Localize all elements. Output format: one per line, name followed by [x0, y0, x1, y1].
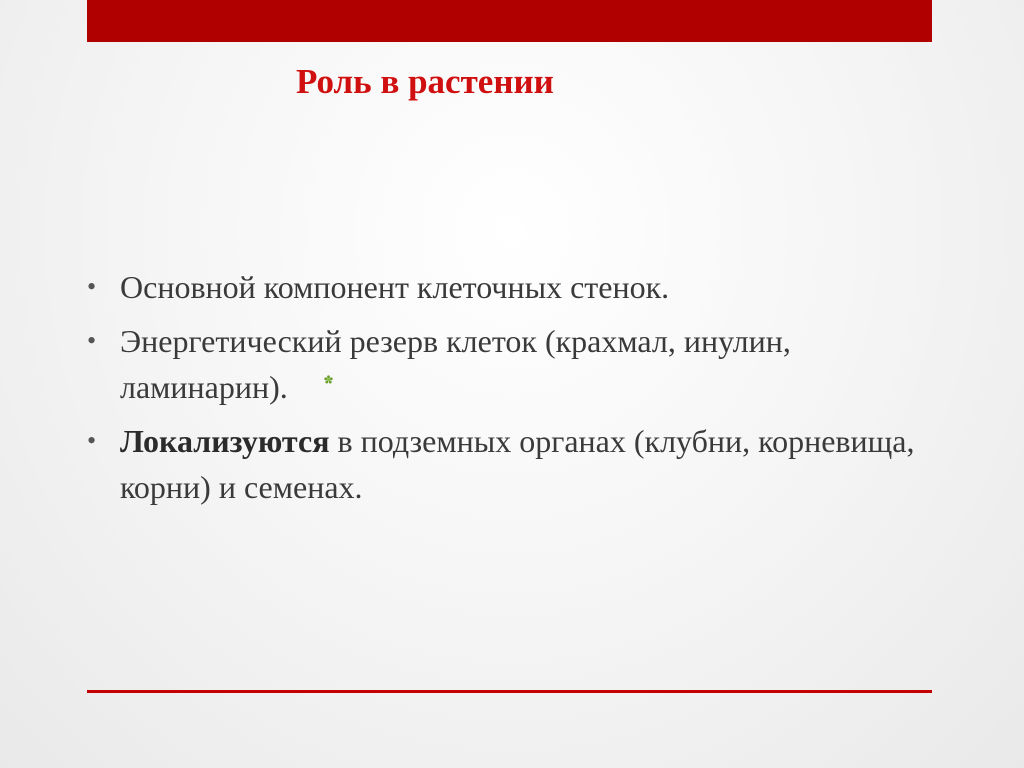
bullet-item-1	[87, 264, 917, 310]
bottom-divider-line	[87, 690, 932, 693]
slide-title: Роль в растении	[296, 62, 554, 101]
bullet-icon: •	[87, 426, 97, 455]
green-flower-icon	[324, 375, 333, 384]
bullet-item-3	[87, 418, 917, 510]
bullet-icon: •	[87, 272, 97, 301]
bullet-text: в подземных органах (клубни, корневища, корни) и семенах.	[120, 423, 915, 505]
bullet-bold-text: Локализуются	[120, 423, 330, 459]
bullet-text: Энергетический резерв клеток (крахмал, инулин, ламинарин).	[120, 323, 791, 405]
bullet-list	[87, 264, 917, 518]
bullet-item-2	[87, 318, 917, 410]
bullet-icon: •	[87, 326, 97, 355]
bullet-text: Основной компонент клеточных стенок.	[120, 269, 670, 305]
top-accent-bar	[87, 0, 932, 42]
